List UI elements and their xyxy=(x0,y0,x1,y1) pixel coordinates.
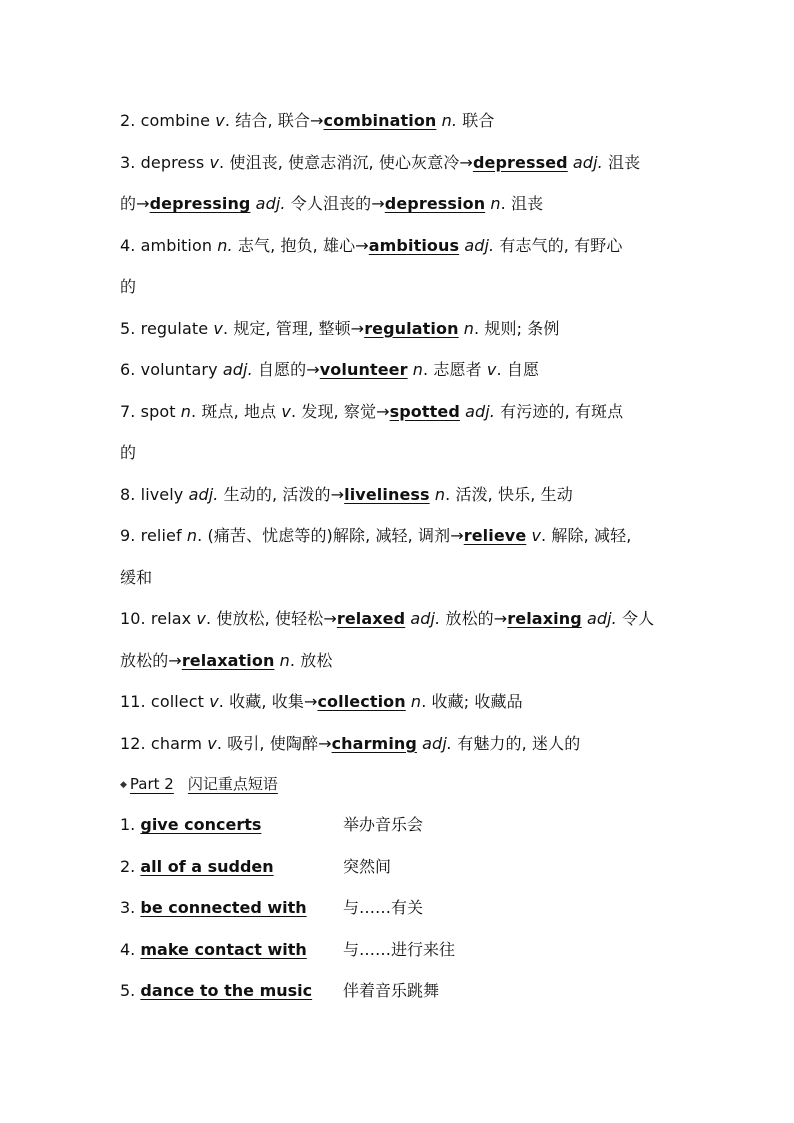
vocabulary-content xyxy=(120,100,680,1012)
vocab-entry-continued: 的 xyxy=(120,277,137,296)
vocab-entry: 4. ambition n. 志气, 抱负, 雄心→ambitious adj. 有志气的, 有野心 xyxy=(120,235,623,255)
phrase-meaning: 伴着音乐跳舞 xyxy=(343,981,440,1000)
answer-phrase: make contact with xyxy=(140,939,307,959)
answer-word: depressing xyxy=(149,194,251,213)
answer-word: depression xyxy=(384,194,486,213)
answer-phrase: dance to the music xyxy=(140,981,313,1000)
vocab-entry: 10. relax v. 使放松, 使轻松→relaxed adj. 放松的→relaxing adj. 令人 xyxy=(120,609,655,628)
vocab-entry-continued: 缓和 xyxy=(120,567,153,587)
answer-word: liveliness xyxy=(344,484,430,504)
vocab-entry: 3. depress v. 使沮丧, 使意志消沉, 使心灰意冷→depressed adj. 沮丧 xyxy=(120,152,641,172)
vocab-entry: 2. combine v. 结合, 联合→combination n. 联合 xyxy=(120,111,495,130)
vocab-entry: 6. voluntary adj. 自愿的→volunteer n. 志愿者 v. 自愿 xyxy=(120,360,540,379)
phrase-row: 1. give concerts 举办音乐会 xyxy=(120,804,680,846)
answer-word: relieve xyxy=(463,526,527,545)
vocab-entry-continued: 的→depressing adj. 令人沮丧的→depression n. 沮丧 xyxy=(120,194,544,213)
phrase-meaning: 举办音乐会 xyxy=(343,815,424,834)
phrase-row: 3. be connected with 与……有关 xyxy=(120,887,680,929)
diamond-bullet-icon: ◆ xyxy=(120,780,127,790)
vocab-entry: 8. lively adj. 生动的, 活泼的→liveliness n. 活泼, 快乐, 生动 xyxy=(120,484,573,504)
vocab-entry: 11. collect v. 收藏, 收集→collection n. 收藏; 收藏品 xyxy=(120,692,523,711)
answer-word: charming xyxy=(331,733,417,753)
answer-phrase: be connected with xyxy=(140,898,307,917)
vocab-entry-continued: 放松的→relaxation n. 放松 xyxy=(120,650,333,670)
vocab-entry: 12. charm v. 吸引, 使陶醉→charming adj. 有魅力的, 迷人的 xyxy=(120,733,581,753)
answer-phrase: give concerts xyxy=(140,815,262,834)
vocab-entry-continued: 的 xyxy=(120,443,137,462)
answer-word: relaxing xyxy=(507,609,582,628)
answer-word: relaxed xyxy=(336,609,406,628)
vocab-entry: 7. spot n. 斑点, 地点 v. 发现, 察觉→spotted adj. 有污迹的, 有斑点 xyxy=(120,401,624,421)
answer-phrase: all of a sudden xyxy=(140,856,274,876)
answer-word: combination xyxy=(323,111,437,130)
phrase-meaning: 与……进行来往 xyxy=(343,939,456,959)
phrase-row: 2. all of a sudden 突然间 xyxy=(120,846,680,888)
vocab-entry: 5. regulate v. 规定, 管理, 整顿→regulation n. 规则; 条例 xyxy=(120,318,560,338)
answer-word: relaxation xyxy=(181,650,275,670)
vocab-entry: 9. relief n. (痛苦、忧虑等的)解除, 减轻, 调剂→relieve v. 解除, 减轻, xyxy=(120,526,632,545)
answer-word: depressed xyxy=(472,152,568,172)
phrase-meaning: 与……有关 xyxy=(343,898,424,917)
phrase-row: 5. dance to the music 伴着音乐跳舞 xyxy=(120,970,680,1012)
phrase-meaning: 突然间 xyxy=(343,856,392,876)
answer-word: volunteer xyxy=(319,360,408,379)
phrase-row: 4. make contact with 与……进行来往 xyxy=(120,929,680,971)
answer-word: spotted xyxy=(389,401,460,421)
answer-word: regulation xyxy=(364,318,459,338)
answer-word: ambitious xyxy=(368,235,460,255)
part2-heading: ◆ Part 2 闪记重点短语 xyxy=(120,764,680,804)
answer-word: collection xyxy=(317,692,406,711)
